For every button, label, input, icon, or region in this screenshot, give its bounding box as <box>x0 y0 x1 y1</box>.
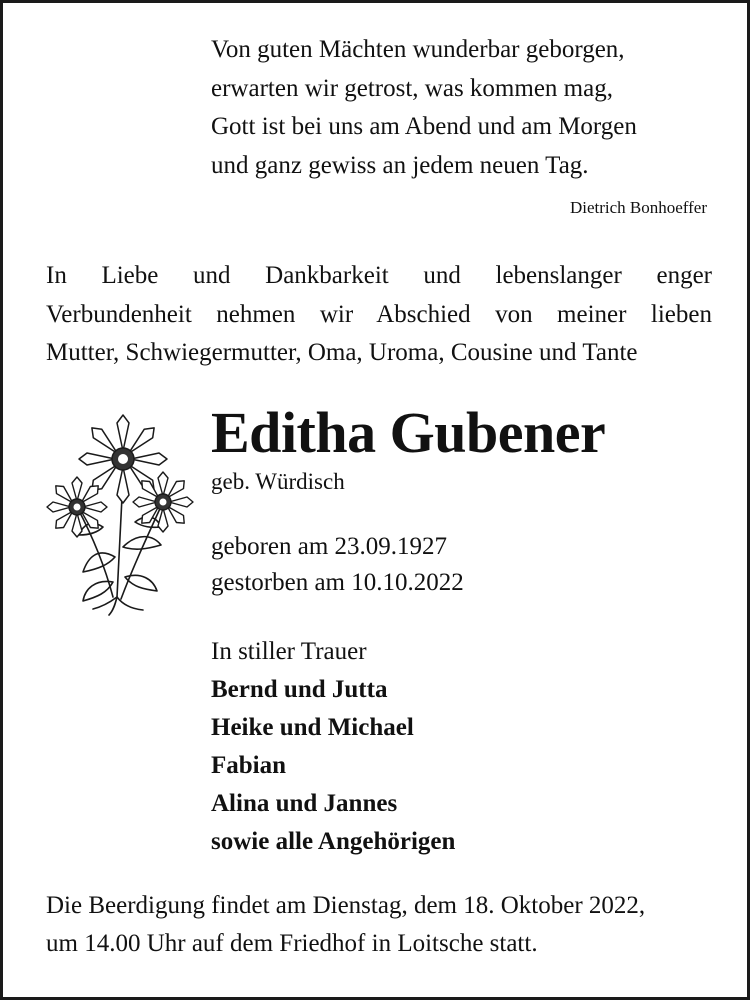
funeral-info <box>46 887 716 963</box>
mourners-list <box>211 633 455 861</box>
poem-line: Gott ist bei uns am Abend und am Morgen <box>211 113 637 140</box>
intro-line: Mutter, Schwiegermutter, Oma, Uroma, Cousine und Tante <box>46 339 638 366</box>
intro-text <box>46 257 712 373</box>
birth-date: geboren am 23.09.1927 <box>211 533 448 560</box>
mourning-heading: In stiller Trauer <box>211 638 367 665</box>
funeral-line: Die Beerdigung findet am Dienstag, dem 18. Oktober 2022, <box>46 892 646 919</box>
edelweiss-flower-icon <box>43 407 203 617</box>
poem-line: und ganz gewiss an jedem neuen Tag. <box>211 151 589 179</box>
poem-author: Dietrich Bonhoeffer <box>569 198 707 217</box>
intro-line: Verbundenheit nehmen wir Abschied von meiner lieben <box>46 300 712 328</box>
death-date: gestorben am 10.10.2022 <box>211 569 464 596</box>
poem-quote <box>211 31 637 185</box>
mourner-name: Heike und Michael <box>211 714 414 741</box>
life-dates <box>211 529 464 601</box>
mourner-name: Alina und Jannes <box>211 790 398 817</box>
maiden-name: geb. Würdisch <box>211 469 345 494</box>
poem-line: erwarten wir getrost, was kommen mag, <box>211 74 613 102</box>
intro-line: In Liebe und Dankbarkeit und lebenslanger enger <box>46 262 712 289</box>
deceased-name: Editha Gubener <box>211 400 606 465</box>
poem-line: Von guten Mächten wunderbar geborgen, <box>211 36 625 63</box>
mourner-name: Fabian <box>211 752 287 779</box>
mourner-name: sowie alle Angehörigen <box>211 828 456 855</box>
mourner-name: Bernd und Jutta <box>211 676 388 703</box>
funeral-line: um 14.00 Uhr auf dem Friedhof in Loitsche statt. <box>46 930 538 957</box>
